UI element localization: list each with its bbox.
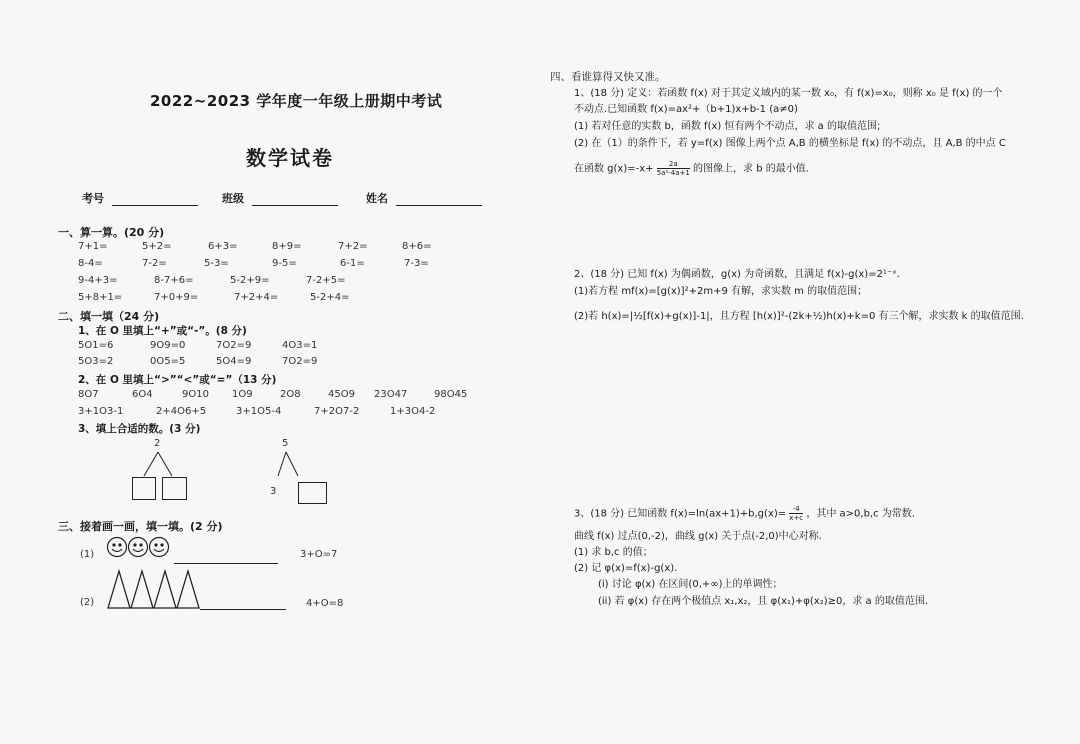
compare-item: 1+3O4-2 <box>390 406 436 417</box>
q2-heading: 2、在 O 里填上“>”“<”或“=”（13 分) <box>78 374 277 386</box>
compare-item: 98O45 <box>434 389 468 400</box>
p3-line1 <box>574 505 915 522</box>
p1-line5-end: 的图像上，求 b 的最小值. <box>693 163 809 175</box>
exam-number-blank <box>112 193 198 206</box>
fill-item: 7O2=9 <box>282 356 318 367</box>
right-exam-page <box>540 0 1080 744</box>
compare-item: 1O9 <box>232 389 253 400</box>
smiley-icon <box>129 538 148 557</box>
tree1-right-box[interactable] <box>162 477 187 500</box>
name-field <box>366 190 482 206</box>
triangle-icon <box>131 571 153 608</box>
fill-item: 5O1=6 <box>78 340 114 351</box>
p2-line2: (1)若方程 mf(x)=[g(x)]²+2m+9 有解，求实数 m 的取值范围； <box>574 286 868 297</box>
compare-item: 9O10 <box>182 389 209 400</box>
p1-fraction <box>657 160 690 177</box>
calc-item: 7-3= <box>404 258 429 269</box>
draw-item2-blank[interactable] <box>200 597 286 610</box>
p1-line3: (1) 若对任意的实数 b，函数 f(x) 恒有两个不动点，求 a 的取值范围; <box>574 121 881 132</box>
compare-item: 2+4O6+5 <box>156 406 207 417</box>
draw-item1-label: (1) <box>80 549 95 560</box>
compare-item: 2O8 <box>280 389 301 400</box>
p3-line1-end: ，其中 a>0,b,c 为常数. <box>806 508 915 520</box>
exam-subtitle: 数学试卷 <box>246 146 334 170</box>
draw-item2-label: (2) <box>80 597 95 608</box>
triangle-icon <box>177 571 199 608</box>
p3-fraction <box>789 505 803 522</box>
tree2-top-number: 5 <box>282 438 289 449</box>
tree1-left-box[interactable] <box>132 477 156 500</box>
class-field <box>222 190 338 206</box>
p2-line1: 2、(18 分) 已知 f(x) 为偶函数，g(x) 为奇函数，且满足 f(x)-g(x)=2¹⁻ˣ. <box>574 269 900 280</box>
p3-fraction-denominator: x+c <box>789 514 804 522</box>
compare-item: 3+1O5-4 <box>236 406 282 417</box>
calc-item: 7+2= <box>338 241 368 252</box>
calc-item: 5+2= <box>142 241 172 252</box>
fill-item: 0O5=5 <box>150 356 186 367</box>
tree1-branches <box>130 450 200 480</box>
calc-item: 8+9= <box>272 241 302 252</box>
calc-item: 7+0+9= <box>154 292 199 303</box>
p1-fraction-numerator: 2a <box>657 160 690 169</box>
name-blank <box>396 193 482 206</box>
compare-item: 45O9 <box>328 389 355 400</box>
triangle-icon <box>154 571 176 608</box>
p3-line3: (1) 求 b,c 的值； <box>574 547 653 558</box>
fill-item: 7O2=9 <box>216 340 252 351</box>
p3-line4: (2) 记 φ(x)=f(x)-g(x). <box>574 563 678 574</box>
p3-line6: (ii) 若 φ(x) 存在两个极值点 x₁,x₂，且 φ(x₁)+φ(x₂)≥0，求 a 的取值范围. <box>598 596 929 607</box>
section1-heading: 一、算一算。(20 分) <box>58 226 165 239</box>
compare-item: 7+2O7-2 <box>314 406 360 417</box>
class-label: 班级 <box>222 192 244 205</box>
draw-item1-blank[interactable] <box>174 549 278 564</box>
calc-item: 6+3= <box>208 241 238 252</box>
tree2-branches <box>270 450 320 480</box>
calc-item: 5+8+1= <box>78 292 123 303</box>
p1-fraction-denominator: 5a²-4a+1 <box>656 169 690 177</box>
exam-number-label: 考号 <box>82 192 104 205</box>
calc-item: 5-2+9= <box>230 275 270 286</box>
calc-item: 9-5= <box>272 258 297 269</box>
smiley-icon <box>108 538 127 557</box>
compare-item: 6O4 <box>132 389 153 400</box>
fill-item: 4O3=1 <box>282 340 318 351</box>
calc-item: 6-1= <box>340 258 365 269</box>
exam-number-field <box>82 190 198 206</box>
p2-line3: (2)若 h(x)=|½[f(x)+g(x)]-1|，且方程 [h(x)]²-(2k+½)h(x)+k=0 有三个解，求实数 k 的取值范围. <box>574 311 1024 322</box>
p1-line5-start: 在函数 g(x)=-x+ <box>574 163 654 175</box>
fill-item: 5O4=9 <box>216 356 252 367</box>
compare-item: 23O47 <box>374 389 408 400</box>
fill-item: 9O9=0 <box>150 340 186 351</box>
section4-heading: 四、看谁算得又快又准。 <box>550 71 666 83</box>
q3-heading: 3、填上合适的数。(3 分) <box>78 423 201 435</box>
calc-item: 8-4= <box>78 258 103 269</box>
calc-item: 7+1= <box>78 241 108 252</box>
smiley-faces <box>106 535 170 559</box>
draw-item2-equation: 4+O=8 <box>306 598 344 609</box>
calc-item: 5-2+4= <box>310 292 350 303</box>
calc-item: 9-4+3= <box>78 275 118 286</box>
calc-item: 8+6= <box>402 241 432 252</box>
triangle-icon <box>108 571 130 608</box>
draw-item1-equation: 3+O=7 <box>300 549 338 560</box>
triangle-shapes <box>106 568 202 610</box>
q1-heading: 1、在 O 里填上“+”或“-”。(8 分) <box>78 325 247 337</box>
exam-title: 2022~2023 学年度一年级上册期中考试 <box>150 92 443 110</box>
calc-item: 7-2+5= <box>306 275 346 286</box>
calc-item: 7+2+4= <box>234 292 279 303</box>
p1-line4: (2) 在（1）的条件下，若 y=f(x) 图像上两个点 A,B 的横坐标是 f(x) 的不动点，且 A,B 的中点 C <box>574 138 1006 149</box>
calc-item: 8-7+6= <box>154 275 194 286</box>
p3-line5: (i) 讨论 φ(x) 在区间(0,+∞)上的单调性； <box>598 579 783 590</box>
class-blank <box>252 193 338 206</box>
tree2-right-box[interactable] <box>298 482 327 504</box>
p1-line5 <box>574 160 809 177</box>
smiley-icon <box>150 538 169 557</box>
calc-item: 7-2= <box>142 258 167 269</box>
tree2-left-number: 3 <box>270 486 277 497</box>
p3-fraction-numerator: -4 <box>789 505 803 514</box>
p1-line2: 不动点.已知函数 f(x)=ax²+（b+1)x+b-1 (a≠0) <box>574 104 798 115</box>
calc-item: 5-3= <box>204 258 229 269</box>
section3-heading: 三、接着画一画，填一填。(2 分) <box>58 520 223 533</box>
fill-item: 5O3=2 <box>78 356 114 367</box>
p3-line2: 曲线 f(x) 过点(0,-2)，曲线 g(x) 关于点(-2,0)中心对称. <box>574 531 822 542</box>
compare-item: 3+1O3-1 <box>78 406 124 417</box>
tree1-top-number: 2 <box>154 438 161 449</box>
name-label: 姓名 <box>366 192 388 205</box>
p1-line1: 1、(18 分) 定义：若函数 f(x) 对于其定义域内的某一数 x₀，有 f(x)=x₀，则称 x₀ 是 f(x) 的一个 <box>574 88 1003 99</box>
compare-item: 8O7 <box>78 389 99 400</box>
section2-heading: 二、填一填（24 分) <box>58 310 160 323</box>
p3-line1-start: 3、(18 分) 已知函数 f(x)=ln(ax+1)+b,g(x)= <box>574 508 787 520</box>
